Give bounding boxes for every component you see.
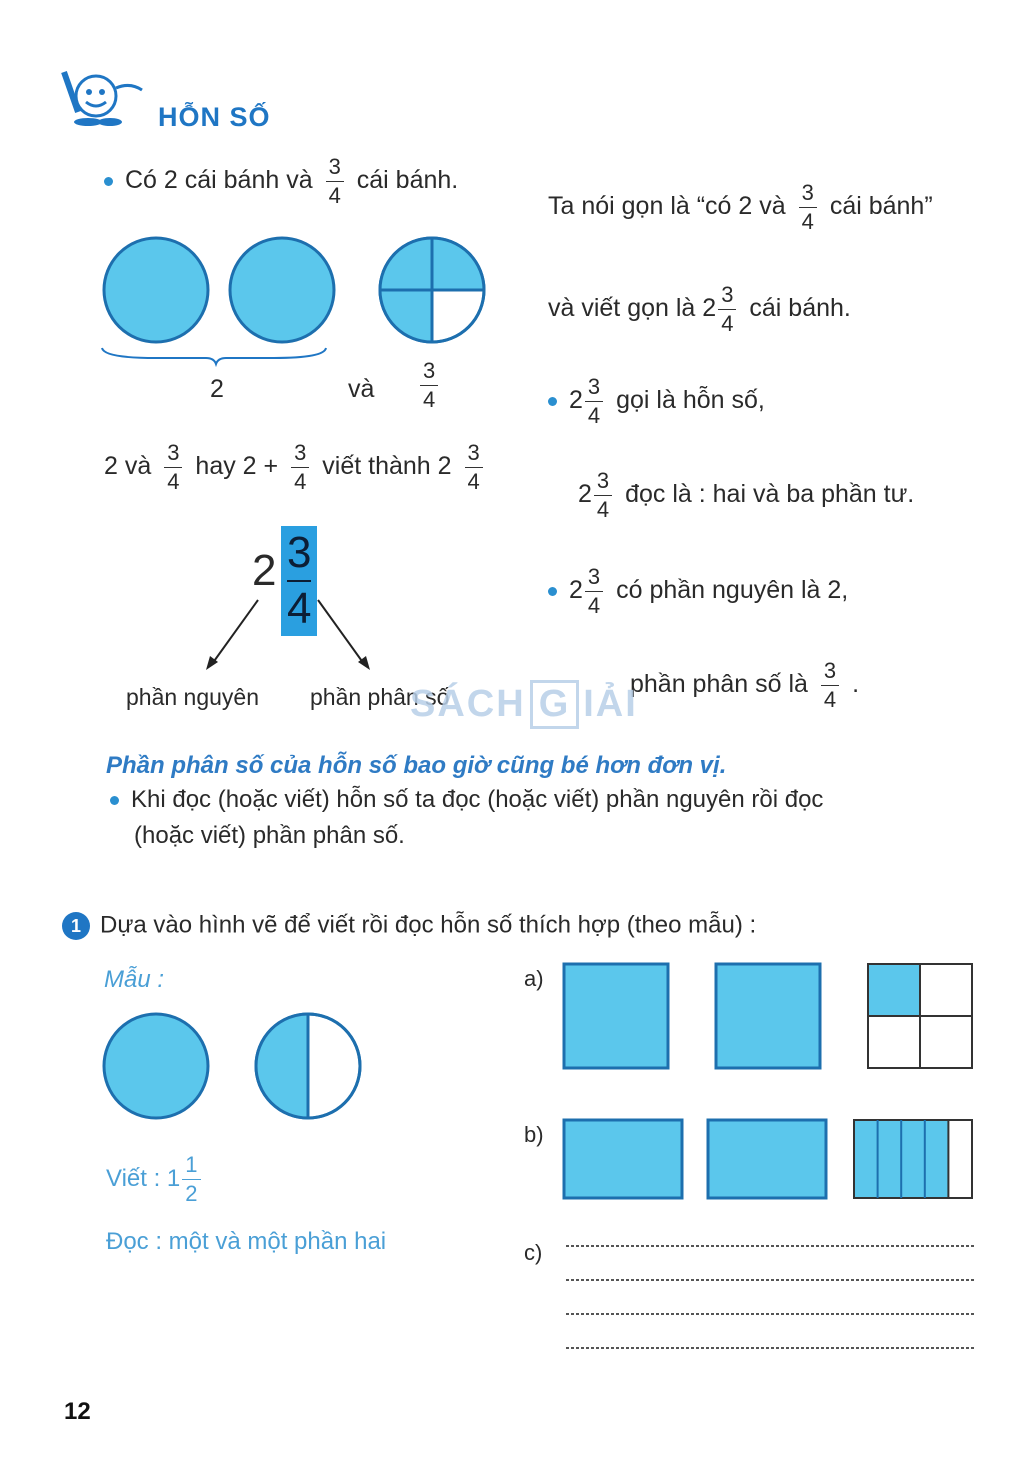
sample-write: Viết : 1 $\frac{1}{2}$ [106, 1154, 207, 1205]
right-line-read: 2 $\frac{3}{4}$ đọc là : hai và ba phần tư. [578, 468, 915, 522]
rule-bullet-line-2: (hoặc viết) phần phân số. [134, 822, 405, 849]
label-fraction: $\frac{3}{4}$ [414, 360, 444, 411]
right-line-2: và viết gọn là 2 $\frac{3}{4}$ cái bánh. [548, 282, 851, 336]
right-bullet-2: 2 $\frac{3}{4}$ có phần nguyên là 2, [548, 566, 848, 617]
exercise-prompt: 1 Dựa vào hình vẽ để viết rồi đọc hỗn số thích hợp (theo mẫu) : [62, 912, 756, 940]
label-two: 2 [210, 375, 224, 403]
part-a-square-1 [564, 964, 668, 1068]
rule-bullet-line-1: Khi đọc (hoặc viết) hỗn số ta đọc (hoặc viết) phần nguyên rồi đọc [110, 788, 823, 812]
part-b-rect-2 [708, 1120, 826, 1198]
fraction: $\frac{3}{4}$ [326, 156, 344, 207]
bullet-icon [548, 587, 557, 596]
part-c-label: c) [524, 1240, 543, 1265]
label-and: và [348, 375, 375, 403]
bullet-icon [110, 796, 119, 805]
part-a-square-3-fill [868, 964, 920, 1016]
equation-line: 2 và $\frac{3}{4}$ hay 2 + $\frac{3}{4}$ viết thành 2 $\frac{3}{4}$ [104, 442, 489, 493]
rule-highlight: Phần phân số của hỗn số bao giờ cũng bé hơn đơn vị. [106, 752, 727, 779]
label-whole-part: phần nguyên [126, 684, 260, 710]
part-b-rect-1 [564, 1120, 682, 1198]
big-mixed-number: 2 $\frac{3}{4}$ [252, 526, 317, 636]
part-b-figures [560, 1116, 980, 1202]
right-bullet-1: 2 $\frac{3}{4}$ gọi là hỗn số, [548, 376, 765, 427]
sample-read: Đọc : một và một phần hai [106, 1228, 387, 1255]
label-fraction-part: phần phân số [310, 684, 450, 710]
exercise-number: 1 [62, 912, 90, 940]
part-a-label: a) [524, 966, 544, 991]
part-a-figures [560, 960, 980, 1072]
part-a-square-2 [716, 964, 820, 1068]
page-number: 12 [64, 1398, 91, 1425]
whole-cake-1 [104, 238, 208, 342]
sample-label: Mẫu : [104, 966, 165, 993]
page-title: HỖN SỐ [158, 102, 271, 132]
highlighted-fraction: $\frac{3}{4}$ [281, 526, 317, 636]
part-c-answer-lines [564, 1236, 980, 1360]
part-b-label: b) [524, 1122, 544, 1147]
bullet-icon [548, 397, 557, 406]
right-line-1: Ta nói gọn là “có 2 và $\frac{3}{4}$ cái bánh” [548, 180, 933, 234]
cakes-illustration [96, 232, 496, 372]
intro-line: Có 2 cái bánh và $\frac{3}{4}$ cái bánh. [104, 156, 458, 207]
right-line-fraction-part: phần phân số là $\frac{3}{4}$ . [630, 658, 860, 712]
mascot-icon [58, 66, 148, 130]
sample-whole-circle [104, 1014, 208, 1118]
whole-cake-2 [230, 238, 334, 342]
arrows-icon [200, 590, 380, 674]
bullet-icon [104, 177, 113, 186]
watermark: SÁCH G IẢI [410, 680, 638, 729]
sample-illustration [100, 1010, 370, 1122]
brace [102, 348, 326, 364]
